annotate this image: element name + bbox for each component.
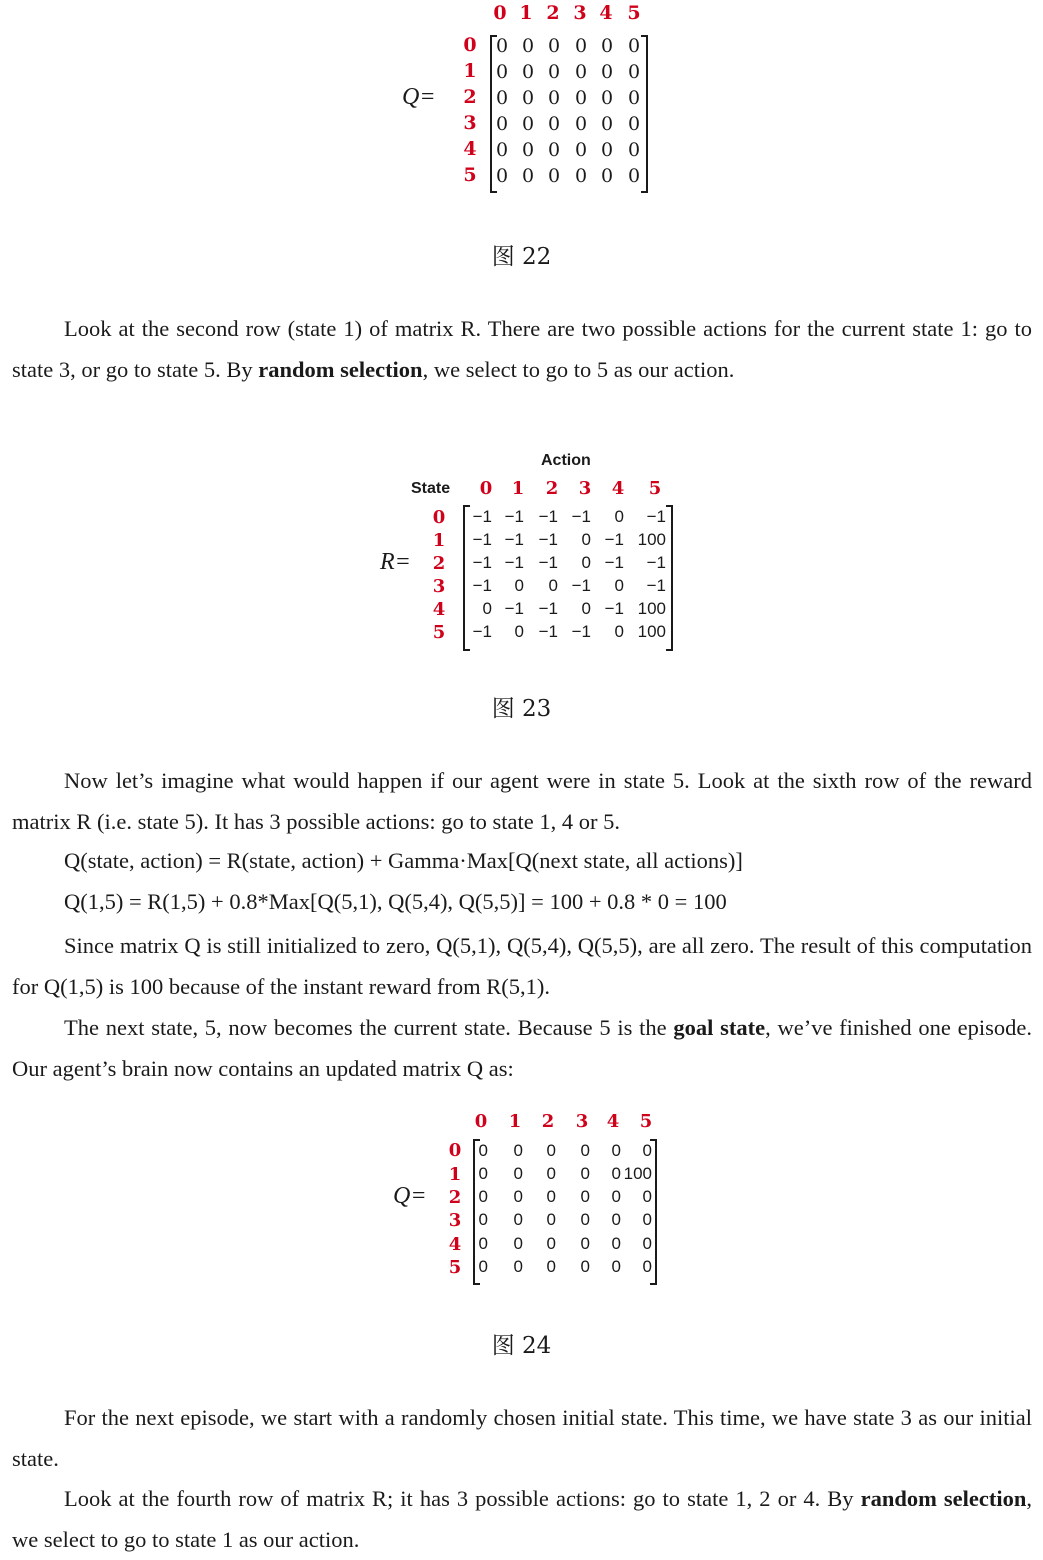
paragraph xyxy=(12,1478,1032,1560)
text-run: Look at the fourth row of matrix R; it has 3 possible actions: go to state 1, 2 or 4. By xyxy=(64,1486,861,1511)
matrix-cell: 0 xyxy=(611,1234,621,1253)
matrix-cell: 0 xyxy=(574,35,588,57)
matrix-cell: 0 xyxy=(513,1210,523,1229)
matrix-cell: −1 xyxy=(604,599,624,618)
row-label: 4 xyxy=(432,599,446,620)
col-label: 2 xyxy=(546,2,560,24)
matrix-q-name: Q= xyxy=(393,1183,427,1209)
matrix-cell: 0 xyxy=(495,87,509,109)
right-bracket xyxy=(666,505,673,651)
matrix-cell: 0 xyxy=(642,1141,652,1160)
matrix-cell: 0 xyxy=(495,165,509,187)
col-label: 4 xyxy=(611,478,625,499)
matrix-cell: −1 xyxy=(538,553,558,572)
matrix-cell: 0 xyxy=(547,87,561,109)
matrix-cell: −1 xyxy=(472,507,492,526)
matrix-cell: 0 xyxy=(521,139,535,161)
matrix-cell: 0 xyxy=(627,113,641,135)
matrix-cell: 0 xyxy=(482,599,492,618)
matrix-cell: −1 xyxy=(604,530,624,549)
matrix-cell: 0 xyxy=(627,165,641,187)
row-label: 1 xyxy=(448,1164,462,1185)
matrix-cell: 0 xyxy=(611,1141,621,1160)
matrix-cell: 0 xyxy=(521,35,535,57)
matrix-cell: −1 xyxy=(504,530,524,549)
paragraph: Now let’s imagine what would happen if our agent were in state 5. Look at the sixth row of the reward matrix R (i.e. state 5). It has 3 possible actions: go to state 1, 4 or 5. xyxy=(12,768,1032,834)
matrix-cell: 0 xyxy=(574,87,588,109)
matrix-cell: 0 xyxy=(546,1234,556,1253)
col-label: 5 xyxy=(627,2,641,24)
matrix-cell: 0 xyxy=(627,61,641,83)
matrix-cell: 0 xyxy=(614,507,624,526)
col-label: 2 xyxy=(541,1111,555,1132)
matrix-cell: 0 xyxy=(513,1164,523,1183)
matrix-cell: 0 xyxy=(478,1187,488,1206)
matrix-cell: 0 xyxy=(547,35,561,57)
row-label: 5 xyxy=(432,622,446,643)
matrix-cell: 100 xyxy=(623,1164,652,1183)
matrix-q-name: Q= xyxy=(402,84,436,110)
matrix-cell: −1 xyxy=(472,530,492,549)
matrix-cell: 0 xyxy=(495,35,509,57)
matrix-cell: 0 xyxy=(600,35,614,57)
figure-caption: 图 22 xyxy=(491,244,552,270)
col-label: 3 xyxy=(573,2,587,24)
matrix-cell: 0 xyxy=(514,576,524,595)
matrix-cell: 0 xyxy=(495,139,509,161)
matrix-cell: −1 xyxy=(646,576,666,595)
matrix-cell: 0 xyxy=(513,1141,523,1160)
col-label: 4 xyxy=(606,1111,620,1132)
row-label: 2 xyxy=(432,553,446,574)
matrix-cell: 0 xyxy=(600,165,614,187)
row-label: 5 xyxy=(448,1257,462,1278)
bold-term: random selection xyxy=(860,1486,1027,1511)
matrix-cell: 0 xyxy=(580,1210,590,1229)
matrix-cell: 0 xyxy=(600,139,614,161)
matrix-cell: 0 xyxy=(478,1141,488,1160)
matrix-cell: 0 xyxy=(642,1187,652,1206)
right-bracket xyxy=(641,35,648,193)
col-label: 0 xyxy=(479,478,493,499)
matrix-cell: −1 xyxy=(538,530,558,549)
matrix-cell: 0 xyxy=(611,1187,621,1206)
bold-term: goal state xyxy=(673,1015,766,1040)
text-run: , we select to go to state 1 as our action. xyxy=(12,1486,1032,1552)
matrix-cell: 100 xyxy=(637,530,666,549)
row-label: 4 xyxy=(463,138,477,160)
matrix-cell: 0 xyxy=(546,1187,556,1206)
matrix-cell: 0 xyxy=(513,1257,523,1276)
row-label: 2 xyxy=(448,1187,462,1208)
matrix-cell: 0 xyxy=(495,61,509,83)
matrix-cell: 0 xyxy=(547,61,561,83)
paragraph xyxy=(12,1007,1032,1089)
state-header: State xyxy=(411,480,451,497)
row-label: 0 xyxy=(432,507,446,528)
row-label: 2 xyxy=(463,86,477,108)
col-label: 1 xyxy=(511,478,525,499)
matrix-cell: 0 xyxy=(574,139,588,161)
matrix-cell: 0 xyxy=(547,139,561,161)
matrix-cell: −1 xyxy=(538,507,558,526)
matrix-cell: 0 xyxy=(547,113,561,135)
row-label: 1 xyxy=(463,60,477,82)
row-label: 3 xyxy=(448,1210,462,1231)
paragraph: Since matrix Q is still initialized to zero, Q(5,1), Q(5,4), Q(5,5), are all zero. The result of this computation for Q(1,5) is 100 because of the instant reward from R(5,1). xyxy=(12,933,1032,999)
matrix-cell: 0 xyxy=(627,35,641,57)
matrix-cell: 0 xyxy=(514,622,524,641)
matrix-cell: 0 xyxy=(611,1210,621,1229)
matrix-cell: 0 xyxy=(580,1141,590,1160)
figure-caption: 图 23 xyxy=(491,696,552,722)
matrix-cell: 100 xyxy=(637,599,666,618)
col-label: 4 xyxy=(599,2,613,24)
matrix-cell: −1 xyxy=(571,507,591,526)
row-label: 0 xyxy=(463,34,477,56)
matrix-cell: 0 xyxy=(478,1210,488,1229)
row-label: 1 xyxy=(432,530,446,551)
matrix-cell: 0 xyxy=(574,61,588,83)
matrix-r-name: R= xyxy=(380,549,411,575)
matrix-cell: 0 xyxy=(581,599,591,618)
matrix-cell: 0 xyxy=(627,139,641,161)
col-label: 5 xyxy=(648,478,662,499)
matrix-cell: 0 xyxy=(547,165,561,187)
equation: Q(1,5) = R(1,5) + 0.8*Max[Q(5,1), Q(5,4), Q(5,5)] = 100 + 0.8 * 0 = 100 xyxy=(64,889,727,914)
matrix-cell: −1 xyxy=(504,599,524,618)
matrix-cell: 0 xyxy=(513,1187,523,1206)
row-label: 4 xyxy=(448,1234,462,1255)
matrix-cell: 0 xyxy=(546,1257,556,1276)
col-label: 3 xyxy=(575,1111,589,1132)
matrix-cell: 0 xyxy=(478,1164,488,1183)
row-label: 0 xyxy=(448,1140,462,1161)
matrix-cell: 0 xyxy=(580,1187,590,1206)
matrix-cell: 0 xyxy=(642,1210,652,1229)
matrix-cell: 0 xyxy=(614,576,624,595)
matrix-cell: 0 xyxy=(513,1234,523,1253)
text-run: , we’ve finished one episode. Our agent’s brain now contains an updated matrix Q as: xyxy=(12,1015,1032,1081)
figure-caption: 图 24 xyxy=(491,1333,552,1359)
col-label: 1 xyxy=(519,2,533,24)
matrix-cell: −1 xyxy=(538,599,558,618)
matrix-cell: −1 xyxy=(472,576,492,595)
matrix-cell: −1 xyxy=(472,622,492,641)
matrix-cell: −1 xyxy=(504,553,524,572)
matrix-cell: 0 xyxy=(521,61,535,83)
matrix-cell: 0 xyxy=(600,61,614,83)
col-label: 5 xyxy=(639,1111,653,1132)
row-label: 3 xyxy=(463,112,477,134)
col-label: 0 xyxy=(493,2,507,24)
col-label: 3 xyxy=(578,478,592,499)
matrix-cell: −1 xyxy=(646,507,666,526)
matrix-cell: 0 xyxy=(611,1164,621,1183)
matrix-cell: 0 xyxy=(642,1234,652,1253)
matrix-cell: 100 xyxy=(637,622,666,641)
col-label: 0 xyxy=(474,1111,488,1132)
matrix-cell: 0 xyxy=(627,87,641,109)
matrix-cell: 0 xyxy=(642,1257,652,1276)
paragraph xyxy=(12,308,1032,390)
action-header: Action xyxy=(541,452,591,469)
equation: Q(state, action) = R(state, action) + Gamma·Max[Q(next state, all actions)] xyxy=(64,848,743,873)
matrix-cell: −1 xyxy=(646,553,666,572)
row-label: 3 xyxy=(432,576,446,597)
matrix-cell: 0 xyxy=(580,1257,590,1276)
matrix-cell: −1 xyxy=(571,622,591,641)
bold-term: random selection xyxy=(258,357,423,382)
matrix-cell: 0 xyxy=(478,1234,488,1253)
matrix-cell: 0 xyxy=(521,87,535,109)
text-run: Look at the second row (state 1) of matrix R. There are two possible actions for the current state 1: go to state 3, or go to state 5. By xyxy=(12,316,1032,382)
matrix-cell: 0 xyxy=(600,113,614,135)
matrix-cell: 0 xyxy=(580,1164,590,1183)
matrix-cell: 0 xyxy=(546,1164,556,1183)
text-run: , we select to go to 5 as our action. xyxy=(422,357,735,382)
matrix-cell: 0 xyxy=(546,1210,556,1229)
matrix-cell: 0 xyxy=(548,576,558,595)
matrix-cell: 0 xyxy=(580,1234,590,1253)
matrix-cell: 0 xyxy=(600,87,614,109)
matrix-cell: −1 xyxy=(504,507,524,526)
matrix-cell: −1 xyxy=(604,553,624,572)
col-label: 2 xyxy=(545,478,559,499)
matrix-cell: 0 xyxy=(574,113,588,135)
matrix-cell: 0 xyxy=(546,1141,556,1160)
col-label: 1 xyxy=(508,1111,522,1132)
matrix-cell: 0 xyxy=(614,622,624,641)
row-label: 5 xyxy=(463,164,477,186)
matrix-cell: 0 xyxy=(495,113,509,135)
text-run: The next state, 5, now becomes the current state. Because 5 is the xyxy=(64,1015,674,1040)
matrix-cell: 0 xyxy=(581,553,591,572)
matrix-cell: 0 xyxy=(581,530,591,549)
matrix-cell: −1 xyxy=(472,553,492,572)
matrix-cell: 0 xyxy=(611,1257,621,1276)
matrix-cell: 0 xyxy=(574,165,588,187)
matrix-cell: 0 xyxy=(521,113,535,135)
matrix-cell: −1 xyxy=(571,576,591,595)
paragraph: For the next episode, we start with a randomly chosen initial state. This time, we have state 3 as our initial state. xyxy=(12,1405,1032,1471)
matrix-cell: −1 xyxy=(538,622,558,641)
matrix-cell: 0 xyxy=(478,1257,488,1276)
matrix-cell: 0 xyxy=(521,165,535,187)
